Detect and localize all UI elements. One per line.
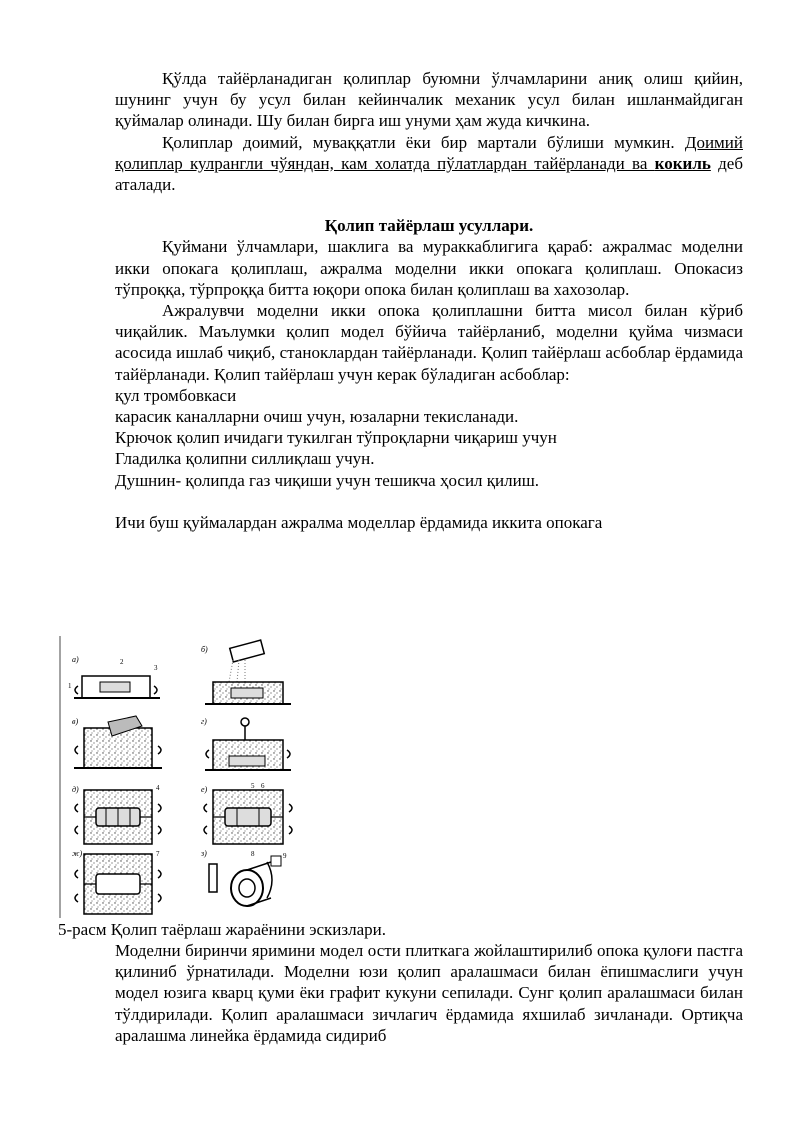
paragraph-hollow-castings: Ичи буш қуймалардан ажралма моделлар ёрдамида иккита опокага: [115, 512, 603, 532]
callout-7: 7: [156, 850, 160, 858]
list-item: Душнин- қолипда газ чиқиши учун тешикча ҳосил қилиш.: [115, 470, 540, 490]
document-body: [115, 68, 743, 533]
panel-label-e: е): [201, 785, 208, 794]
callout-5: 5: [251, 782, 255, 790]
panel-e: [201, 782, 292, 844]
chill-mold-term: кокиль: [654, 153, 711, 173]
panel-b: [201, 640, 291, 704]
panel-z: [200, 849, 287, 906]
paragraph-intro: Қўлда тайёрланадиган қолиплар буюмни ўлчамларини аниқ олиш қийин, шунинг учун бу усул билан кейинчалик механик усул билан ишланмайдиган қуймалар олинади. Шу билан бирга иш унуми ҳам жуда кичкина.: [115, 69, 743, 131]
paragraph-mold-types: [115, 132, 743, 196]
permanent-mold-text: Доимий қолиплар кулрангли чўяндан, кам холатда пўлатлардан тайёрланади ва: [115, 132, 743, 173]
panel-label-zh: ж): [72, 849, 83, 858]
callout-9: 9: [283, 852, 287, 860]
panel-label-v: в): [72, 717, 79, 726]
panel-v: [72, 716, 162, 768]
paragraph-example: Ажралувчи моделни икки опока қолиплашни битта мисол билан кўриб чиқайлик. Маълумки қолип модел бўйича тайёрланиб, моделни қуйма чизмаси асосида ишлаб чиқиб, станоклардан тайёрланади. Қолип тайёрлаш асбоблар ёрдамида тайёрланади. Қолип тайёрлаш учун керак бўладиган асбоблар:: [115, 301, 743, 384]
panel-g: [201, 717, 291, 770]
callout-8: 8: [251, 850, 255, 858]
callout-1: 1: [68, 682, 72, 690]
mold-sketch-figure: [56, 636, 296, 918]
panel-label-g: г): [201, 717, 207, 726]
panel-d: [72, 784, 161, 844]
panel-label-b: б): [201, 645, 208, 654]
figure-caption: 5-расм Қолип таёрлаш жараёнини эскизлари.: [58, 920, 386, 939]
callout-4: 4: [156, 784, 160, 792]
callout-3: 3: [154, 664, 158, 672]
panel-zh: [72, 849, 161, 914]
section-title: Қолип тайёрлаш усуллари.: [324, 216, 534, 236]
list-item: карасик каналларни очиш учун, юзаларни текисланади.: [115, 407, 519, 427]
panel-label-z: з): [201, 849, 207, 858]
document-body-continued: [115, 940, 743, 1046]
list-item: қул тромбовкаси: [115, 385, 237, 405]
callout-2: 2: [120, 658, 124, 666]
panel-label-a: а): [72, 655, 79, 664]
paragraph-process: Моделни биринчи яримини модел ости плиткага жойлаштирилиб опока қулоғи пастга қилиниб ўрнатилади. Моделни юзи қолип аралашмаси билан ёпишмаслиги учун модел юзига кварц қуми ёки графит кукуни сепилади. Сунг қолип аралашмаси билан тўлдирилади. Қолип аралашмаси зичлагич ёрдамида яхшилаб зичланади. Ортиқча аралашма линейка ёрдамида сидириб: [115, 941, 743, 1045]
list-item: Крючок қолип ичидаги тукилган тўпроқларни чиқариш учун: [115, 428, 557, 448]
mold-types-tail: деб аталади.: [115, 153, 743, 195]
paragraph-methods: Қуймани ўлчамлари, шаклига ва мураккаблигига қараб: ажралмас моделни икки опокага қолиплаш, ажралма моделни икки опокага қолиплаш. Опокасиз тўпроққа, тўрпроққа битта юқори опока билан қолиплаш ва хахозолар.: [115, 237, 743, 299]
list-item: Гладилка қолипни силлиқлаш учун.: [115, 449, 375, 469]
tools-list: [115, 385, 743, 491]
callout-6: 6: [261, 782, 265, 790]
panel-a: [68, 655, 160, 698]
mold-types-lead: Қолиплар доимий, муваққатли ёки бир мартали бўлиши мумкин.: [162, 132, 685, 152]
panel-label-d: д): [72, 785, 79, 794]
